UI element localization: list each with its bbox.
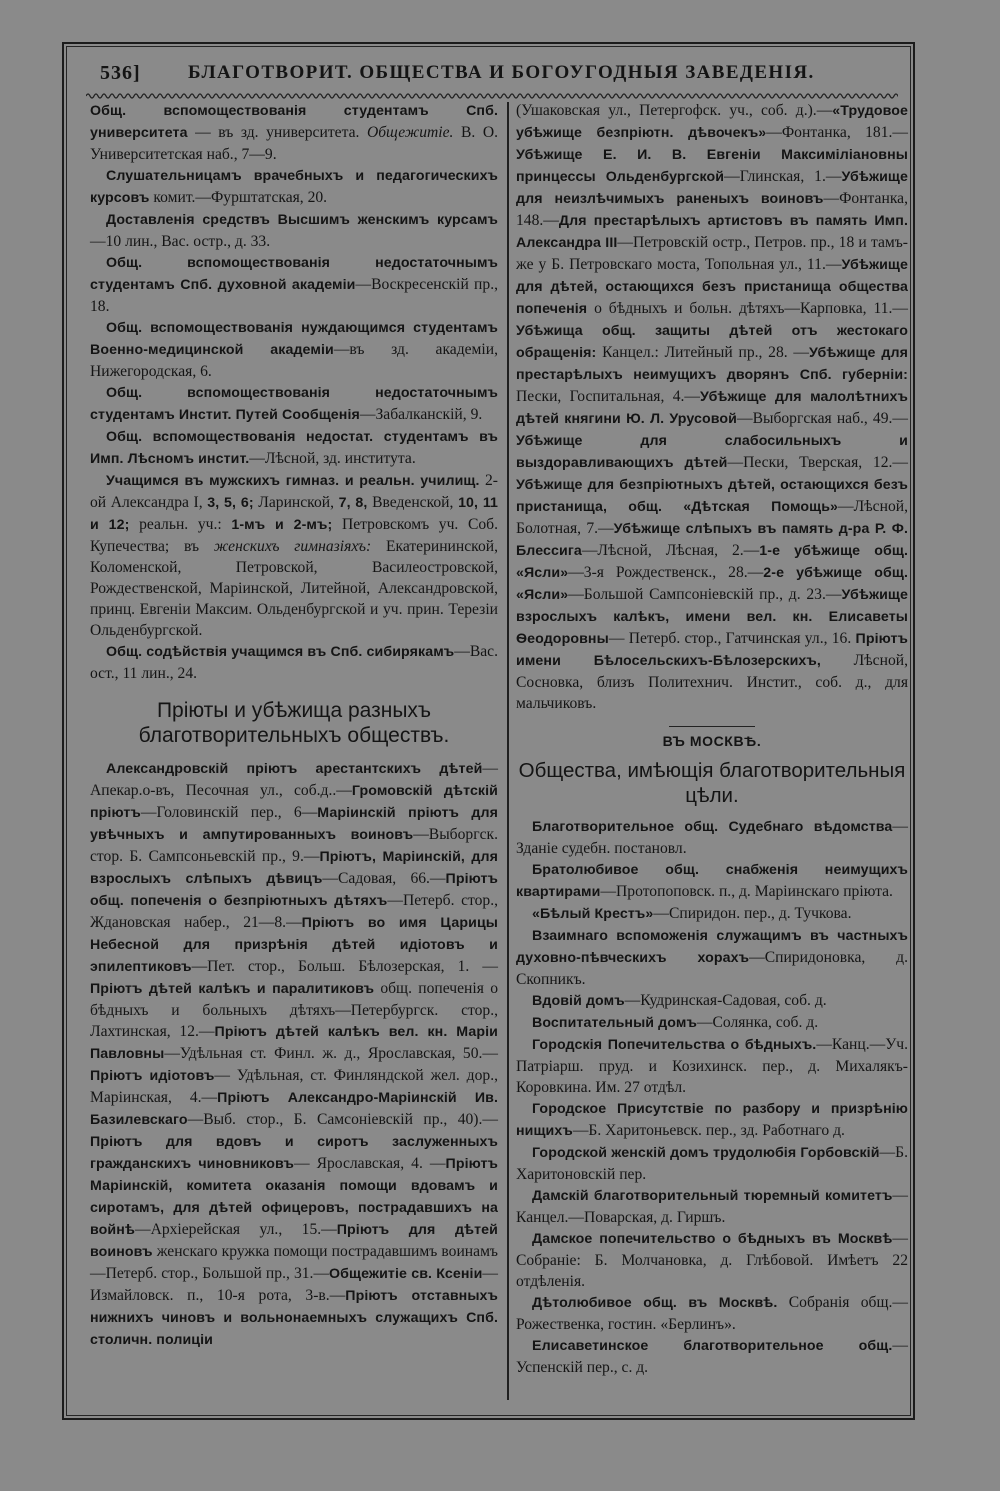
- entry: «Бѣлый Крестъ»—Спиридон. пер., д. Тучкова.: [532, 905, 852, 922]
- section-heading: Общества, имѣющія благотворительныя цѣли.: [518, 759, 906, 807]
- entry: Слушательницамъ врачебныхъ и педагогическихъ курсовъ комит.—Фурштатская, 20.: [90, 168, 498, 206]
- entry: Общ. вспомоществованія недостаточнымъ студентамъ Спб. духовной академіи—Воскресенскій пр., 18.: [90, 255, 498, 315]
- entry: Дамскій благотворительный тюремный комитетъ—Канцел.—Поварская, д. Гиршъ.: [516, 1187, 908, 1226]
- left-column: [90, 100, 498, 1351]
- entry: Общ. вспомоществованія нуждающимся студентамъ Военно-медицинской академіи—въ зд. академіи, Нижегородская, 6.: [90, 320, 499, 380]
- entry: Доставленія средствъ Высшимъ женскимъ курсамъ—10 лин., Вас. остр., д. 33.: [90, 212, 498, 250]
- column-divider: [507, 102, 509, 1400]
- entry: Общ. вспомоществованія недостат. студентамъ въ Имп. Лѣсномъ инстит.—Лѣсной, зд. института.: [90, 429, 498, 467]
- entry: (Ушаковская ул., Петергофск. уч., соб. д.).—«Трудовое убѣжище безпріютн. дѣвочекъ»—Фонтанка, 181.—Убѣжище Е. И. В. Евгеніи Максиміліановны принцессы Ольденбургской—Глинская, 1.—Убѣжище для неизлѣчимыхъ раненыхъ воиновъ—Фонтанка, 148.—Для престарѣлыхъ артистовъ въ память Имп. Александра III—Петровскій остр., Петров. пр., 18 и тамъ-же у Б. Петровскаго моста, Топольная ул., 11.—Убѣжище для дѣтей, остающихся безъ пристанища общества попеченія о бѣдныхъ и больн. дѣтяхъ—Карповка, 11.—Убѣжища общ. защиты дѣтей отъ жестокаго обращенія: Канцел.: Литейный пр., 28. —Убѣжище для престарѣлыхъ неимущихъ дворянъ Спб. губерніи: Пески, Госпитальная, 4.—Убѣжище для малолѣтнихъ дѣтей княгини Ю. Л. Урусовой—Выборгская наб., 49.—Убѣжище для слабосильныхъ и выздоравливающихъ дѣтей—Пески, Тверская, 12.—Убѣжище для безпріютныхъ дѣтей, остающихся безъ пристанища, общ. «Дѣтская Помощь»—Лѣсной, Болотная, 7.—Убѣжище слѣпыхъ въ память д-ра Р. Ф. Блессига—Лѣсной, Лѣсная, 2.—1-е убѣжище общ. «Ясли»—3-я Рождественск., 28.—2-е убѣжище общ. «Ясли»—Большой Сампсоніевскій пр., д. 23.—Убѣжище взрослыхъ калѣкъ, имени вел. кн. Елисаветы Ѳеодоровны— Петерб. стор., Гатчинская ул., 16. Пріютъ имени Бѣлосельскихъ-Бѣлозерскихъ, Лѣсной, Сосновка, близъ Политехнич. Инстит., соб. д., для мальчиковъ.: [516, 102, 909, 712]
- entry: Общ. вспомоществованія недостаточнымъ студентамъ Инстит. Путей Сообщенія—Забалканскій, 9.: [90, 385, 498, 423]
- entry: Городскія Попечительства о бѣдныхъ.—Канц.—Уч. Патріарш. пруд. и Козихинск. пер., д. Михалякъ-Коровкина. Им. 27 отдѣл.: [516, 1036, 908, 1096]
- entry: Благотворительное общ. Судебнаго вѣдомства—Зданіе судебн. постановл.: [516, 818, 908, 857]
- entry: Общ. вспомоществованія студентамъ Спб. университета — въ зд. университета. Общежитіе. В. О. Университетская наб., 7—9.: [90, 103, 498, 163]
- entry: Учащимся въ мужскихъ гимназ. и реальн. училищ. 2-ой Александра I, 3, 5, 6; Ларинской, 7, 8, Введенской, 10, 11 и 12; реальн. уч.: 1-мъ и 2-мъ; Петровскомъ уч. Соб. Купечества; въ женскихъ гимназіяхъ: Екатерининской, Коломенской, Петровской, Василеостровской, Рождественской, Маріинской, Литейной, Александровской, принц. Евгеніи Максим. Ольденбургской и уч. прин. Терезіи Ольденбургской.: [90, 472, 499, 639]
- entry: Александровскій пріютъ арестантскихъ дѣтей—Апекар.о-въ, Песочная ул., соб.д..—Громовскій дѣтскій пріютъ—Головинскій пер., 6—Маріинскій пріютъ для увѣчныхъ и ампутированныхъ воиновъ—Выборгск. стор. Б. Сампсоньевскій пр., 9.—Пріютъ, Маріинскій, для взрослыхъ слѣпыхъ дѣвицъ—Садовая, 66.—Пріютъ общ. попеченія о безпріютныхъ дѣтяхъ—Петерб. стор., Ждановская набер., 21—8.—Пріютъ во имя Царицы Небесной для призрѣнія дѣтей идіотовъ и эпилептиковъ—Пет. стор., Больш. Бѣлозерская, 1. —Пріютъ дѣтей калѣкъ и паралитиковъ общ. попеченія о бѣдныхъ и больныхъ дѣтяхъ—Петербургск. стор., Лахтинская, 12.—Пріютъ дѣтей калѣкъ вел. кн. Маріи Павловны—Удѣльная ст. Финл. ж. д., Ярославская, 50.—Пріютъ идіотовъ— Удѣльная, ст. Финляндской жел. дор., Маріинская, 4.—Пріютъ Александро-Маріинскій Ив. Базилевскаго—Выб. стор., Б. Самсоніевскій пр., 40).—Пріютъ для вдовъ и сиротъ заслуженныхъ гражданскихъ чиновниковъ— Ярославская, 4. —Пріютъ Маріинскій, комитета оказанія помощи вдовамъ и сиротамъ, для дѣтей офицеровъ, пострадавшихъ на войнѣ—Архіерейская ул., 15.—Пріютъ для дѣтей воиновъ женскаго кружка помощи пострадавшимъ воинамъ—Петерб. стор., Большой пр., 31.—Общежитіе св. Ксеніи—Измайловск. п., 10-я рота, 3-в.—Пріютъ отставныхъ нижнихъ чиновъ и вольнонаемныхъ служащихъ Спб. столичн. полиціи: [90, 760, 499, 1348]
- entry: Дамское попечительство о бѣдныхъ въ Москвѣ—Собраніе: Б. Молчановка, д. Глѣбовой. Имѣетъ 22 отдѣленія.: [516, 1230, 908, 1290]
- city-heading: ВЪ МОСКВѢ.: [662, 733, 762, 749]
- entry: Общ. содѣйствія учащимся въ Спб. сибирякамъ—Вас. ост., 11 лин., 24.: [90, 643, 498, 682]
- entry: Братолюбивое общ. снабженія неимущихъ квартирами—Протопоповск. п., д. Маріинскаго пріюта.: [516, 862, 908, 900]
- entry: Городское Присутствіе по разбору и призрѣнію нищихъ—Б. Харитоньевск. пер., зд. Работнаго д.: [516, 1101, 908, 1139]
- entry: Дѣтолюбивое общ. въ Москвѣ. Собранія общ.—Рожественка, гостин. «Берлинъ».: [516, 1294, 908, 1333]
- page-number: 536]: [100, 62, 141, 84]
- section-rule: [669, 726, 755, 727]
- entry: Городской женскій домъ трудолюбія Горбовскій—Б. Харитоновскій пер.: [516, 1144, 908, 1183]
- entry: Елисаветинское благотворительное общ.—Успенскій пер., с. д.: [516, 1337, 908, 1376]
- entry: Вдовій домъ—Кудринская-Садовая, соб. д.: [532, 992, 827, 1009]
- entry: Взаимнаго вспоможенія служащимъ въ частныхъ духовно-пѣвческихъ хорахъ—Спиридоновка, д. Скопникъ.: [516, 928, 908, 988]
- section-heading: Пріюты и убѣжища разныхъ благотворительныхъ обществъ.: [138, 699, 450, 747]
- right-column: [516, 100, 908, 1378]
- running-title: БЛАГОТВОРИТ. ОБЩЕСТВА И БОГОУГОДНЫЯ ЗАВЕДЕНІЯ.: [188, 62, 815, 83]
- entry: Воспитательный домъ—Солянка, соб. д.: [532, 1014, 819, 1031]
